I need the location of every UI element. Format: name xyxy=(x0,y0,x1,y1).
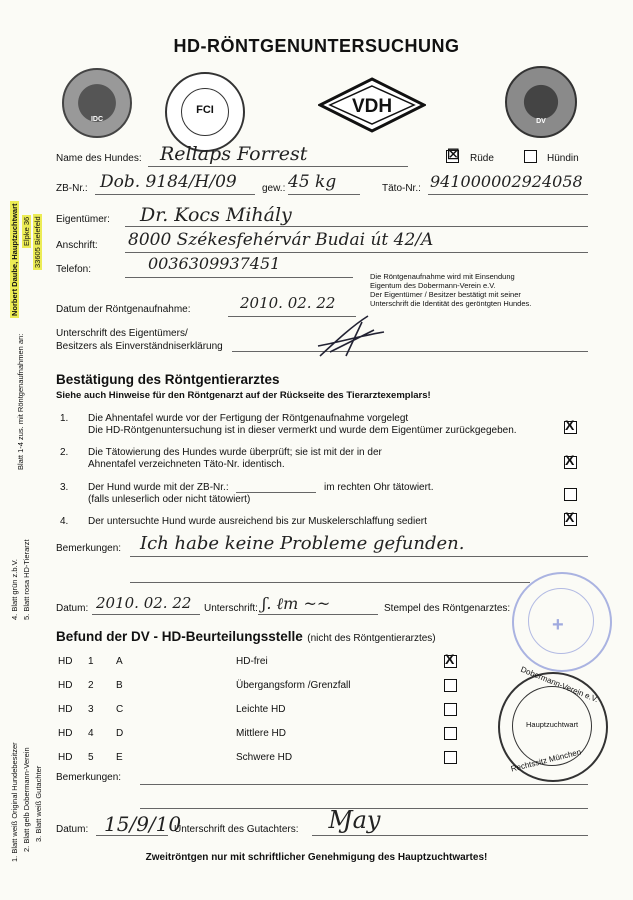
grade-number: 3 xyxy=(88,704,94,715)
dv-date-value: 15/9/10 xyxy=(104,812,182,836)
ownership-notice xyxy=(370,272,590,308)
vet-sign-label: Unterschrift: xyxy=(204,603,258,614)
weight-value: 45 kg xyxy=(288,172,337,192)
grade-number: 2 xyxy=(88,680,94,691)
dv-heading: Befund der DV - HD-Beurteilungsstelle xyxy=(56,629,303,644)
dv-heading-row xyxy=(56,628,436,646)
grade-letter: A xyxy=(116,656,123,667)
female-checkbox[interactable] xyxy=(524,150,537,163)
dv-logo-label: DV xyxy=(536,118,546,125)
dv-remarks-label: Bemerkungen: xyxy=(56,772,122,783)
vet-item-text: Der untersuchte Hund wurde ausreichend bis zur Muskelerschlaffung sediert xyxy=(88,516,427,527)
margin-street: Elpke 36 xyxy=(22,216,31,246)
page-title: HD-RÖNTGENUNTERSUCHUNG xyxy=(173,36,460,56)
vet-heading: Bestätigung des Röntgentierarztes xyxy=(56,372,280,387)
notice-line: Unterschrift die Identität des geröntgten Hundes. xyxy=(370,299,532,308)
margin-contact: Norbert Daube, Hauptzuchtwart xyxy=(10,203,19,316)
grade-description: Leichte HD xyxy=(236,704,286,715)
grade-hd: HD xyxy=(58,728,73,739)
grade-checkbox[interactable] xyxy=(444,651,457,668)
notice-line: Der Eigentümer / Besitzer bestätigt mit seiner xyxy=(370,290,521,299)
female-label: Hündin xyxy=(547,153,579,164)
grade-description: Übergangsform /Grenzfall xyxy=(236,680,351,691)
stamp-label: Stempel des Röntgenarztes: xyxy=(384,603,511,614)
check-mark: X xyxy=(445,651,455,667)
tattoo-value: 941000002924058 xyxy=(430,172,583,191)
male-checkbox[interactable] xyxy=(446,146,460,163)
grade-checkbox[interactable] xyxy=(444,727,457,740)
dog-name-label: Name des Hundes: xyxy=(56,153,142,164)
idc-logo-label: IDC xyxy=(90,116,104,123)
grade-description: HD-frei xyxy=(236,656,268,667)
dv-stamp xyxy=(498,664,608,782)
tattoo-label: Täto-Nr.: xyxy=(382,183,421,194)
dog-name-value: Rellaps Forrest xyxy=(160,143,308,165)
margin-copy1: 1. Blatt weiß Original Hundebesitzer xyxy=(10,742,19,862)
vet-item-text: Ahnentafel verzeichneten Täto-Nr. identisch. xyxy=(88,459,285,470)
check-mark: X xyxy=(565,417,575,433)
vet-remarks-label: Bemerkungen: xyxy=(56,543,122,554)
notice-line: Die Röntgenaufnahme wird mit Einsendung xyxy=(370,272,515,281)
margin-city: 33605 Bielefeld xyxy=(33,216,42,268)
grade-letter: E xyxy=(116,752,123,763)
vet-date-label: Datum: xyxy=(56,603,89,614)
fci-logo xyxy=(165,72,245,152)
grade-number: 5 xyxy=(88,752,94,763)
vet-item-number: 4. xyxy=(60,516,69,527)
vdh-logo-label: VDH xyxy=(351,96,393,117)
grade-checkbox[interactable] xyxy=(444,679,457,692)
grade-description: Schwere HD xyxy=(236,752,293,763)
dv-stamp-city: Rechtssitz München xyxy=(509,747,583,774)
dv-sign-label: Unterschrift des Gutachters: xyxy=(174,824,299,835)
vet-subheading: Siehe auch Hinweise für den Röntgenarzt auf der Rückseite des Tierarztexemplars! xyxy=(56,390,431,401)
vet-item-text: (falls unleserlich oder nicht tätowiert) xyxy=(88,494,251,505)
vet-item-number: 1. xyxy=(60,413,69,424)
grade-checkbox[interactable] xyxy=(444,751,457,764)
grade-hd: HD xyxy=(58,752,73,763)
vet-item-text: Der Hund wurde mit der ZB-Nr.: xyxy=(88,482,229,493)
grade-letter: B xyxy=(116,680,123,691)
vet-item-text: Die HD-Röntgenuntersuchung ist in dieser vermerkt und wurde dem Eigentümer zurückgegeben. xyxy=(88,425,517,436)
footer-note: Zweitröntgen nur mit schriftlicher Genehmigung des Hauptzuchtwartes! xyxy=(145,852,488,863)
fci-logo-label: FCI xyxy=(196,104,214,116)
dv-heading-note: (nicht des Röntgentierarztes) xyxy=(307,633,436,644)
vet-item-text: Die Ahnentafel wurde vor der Fertigung der Röntgenaufnahme vorgelegt xyxy=(88,413,409,424)
zb-value: Dob. 9184/H/09 xyxy=(100,172,237,192)
grade-number: 4 xyxy=(88,728,94,739)
margin-copies: Blatt 1-4 zus. mit Röntgenaufnahmen an: xyxy=(16,333,25,470)
vet-item-number: 3. xyxy=(60,482,69,493)
vet-signature: ʃ. ℓm ~~ xyxy=(262,594,331,613)
check-mark: X xyxy=(565,509,575,525)
vet-item-number: 2. xyxy=(60,447,69,458)
vet-item-checkbox[interactable] xyxy=(564,417,577,434)
vet-stamp: + xyxy=(512,572,612,672)
dv-stamp-text: Dobermann-Verein e.V. xyxy=(519,664,600,705)
grade-checkbox[interactable] xyxy=(444,703,457,716)
grade-letter: C xyxy=(116,704,124,715)
zb-label: ZB-Nr.: xyxy=(56,183,88,194)
vdh-logo xyxy=(318,77,426,133)
margin-copy5: 5. Blatt rosa HD-Tierarzt xyxy=(22,539,31,620)
address-value: 8000 Székesfehérvár Budai út 42/A xyxy=(128,230,434,250)
grade-letter: D xyxy=(116,728,124,739)
vet-item-checkbox[interactable] xyxy=(564,488,577,501)
vet-item-checkbox[interactable] xyxy=(564,509,577,526)
phone-value: 0036309937451 xyxy=(148,254,281,273)
dv-stamp-sub: Hauptzuchtwart xyxy=(526,720,579,729)
weight-label: gew.: xyxy=(262,183,286,194)
vet-remarks-value: Ich habe keine Probleme gefunden. xyxy=(140,533,465,554)
owner-label: Eigentümer: xyxy=(56,214,110,225)
male-label: Rüde xyxy=(470,153,494,164)
vet-date-value: 2010. 02. 22 xyxy=(96,594,192,612)
dv-date-label: Datum: xyxy=(56,824,89,835)
xray-date-value: 2010. 02. 22 xyxy=(240,294,336,312)
margin-copy3: 3. Blatt weiß Gutachter xyxy=(34,765,43,842)
owner-signature xyxy=(310,312,390,362)
grade-hd: HD xyxy=(58,656,73,667)
dv-logo xyxy=(505,66,577,138)
consent-label-2: Besitzers als Einverständniserklärung xyxy=(56,341,223,352)
owner-value: Dr. Kocs Mihály xyxy=(140,204,292,226)
phone-label: Telefon: xyxy=(56,264,92,275)
consent-label-1: Unterschrift des Eigentümers/ xyxy=(56,328,188,339)
address-label: Anschrift: xyxy=(56,240,98,251)
vet-item-text: Die Tätowierung des Hundes wurde überprüft; sie ist mit der in der xyxy=(88,447,382,458)
check-mark: X xyxy=(565,452,575,468)
male-checkbox-mark: ☒ xyxy=(447,146,460,162)
vet-item-checkbox[interactable] xyxy=(564,452,577,469)
grade-hd: HD xyxy=(58,680,73,691)
vet-item-text: im rechten Ohr tätowiert. xyxy=(324,482,434,493)
margin-copy2: 2. Blatt gelb Dobermann-Verein xyxy=(22,747,31,852)
dv-signature: Ɱay xyxy=(328,806,381,834)
idc-logo xyxy=(62,68,132,138)
grade-hd: HD xyxy=(58,704,73,715)
notice-line: Eigentum des Dobermann-Verein e.V. xyxy=(370,281,496,290)
margin-copy4: 4. Blatt grün z.b.V. xyxy=(10,558,19,620)
grade-number: 1 xyxy=(88,656,94,667)
grade-description: Mittlere HD xyxy=(236,728,287,739)
xray-date-label: Datum der Röntgenaufnahme: xyxy=(56,304,191,315)
